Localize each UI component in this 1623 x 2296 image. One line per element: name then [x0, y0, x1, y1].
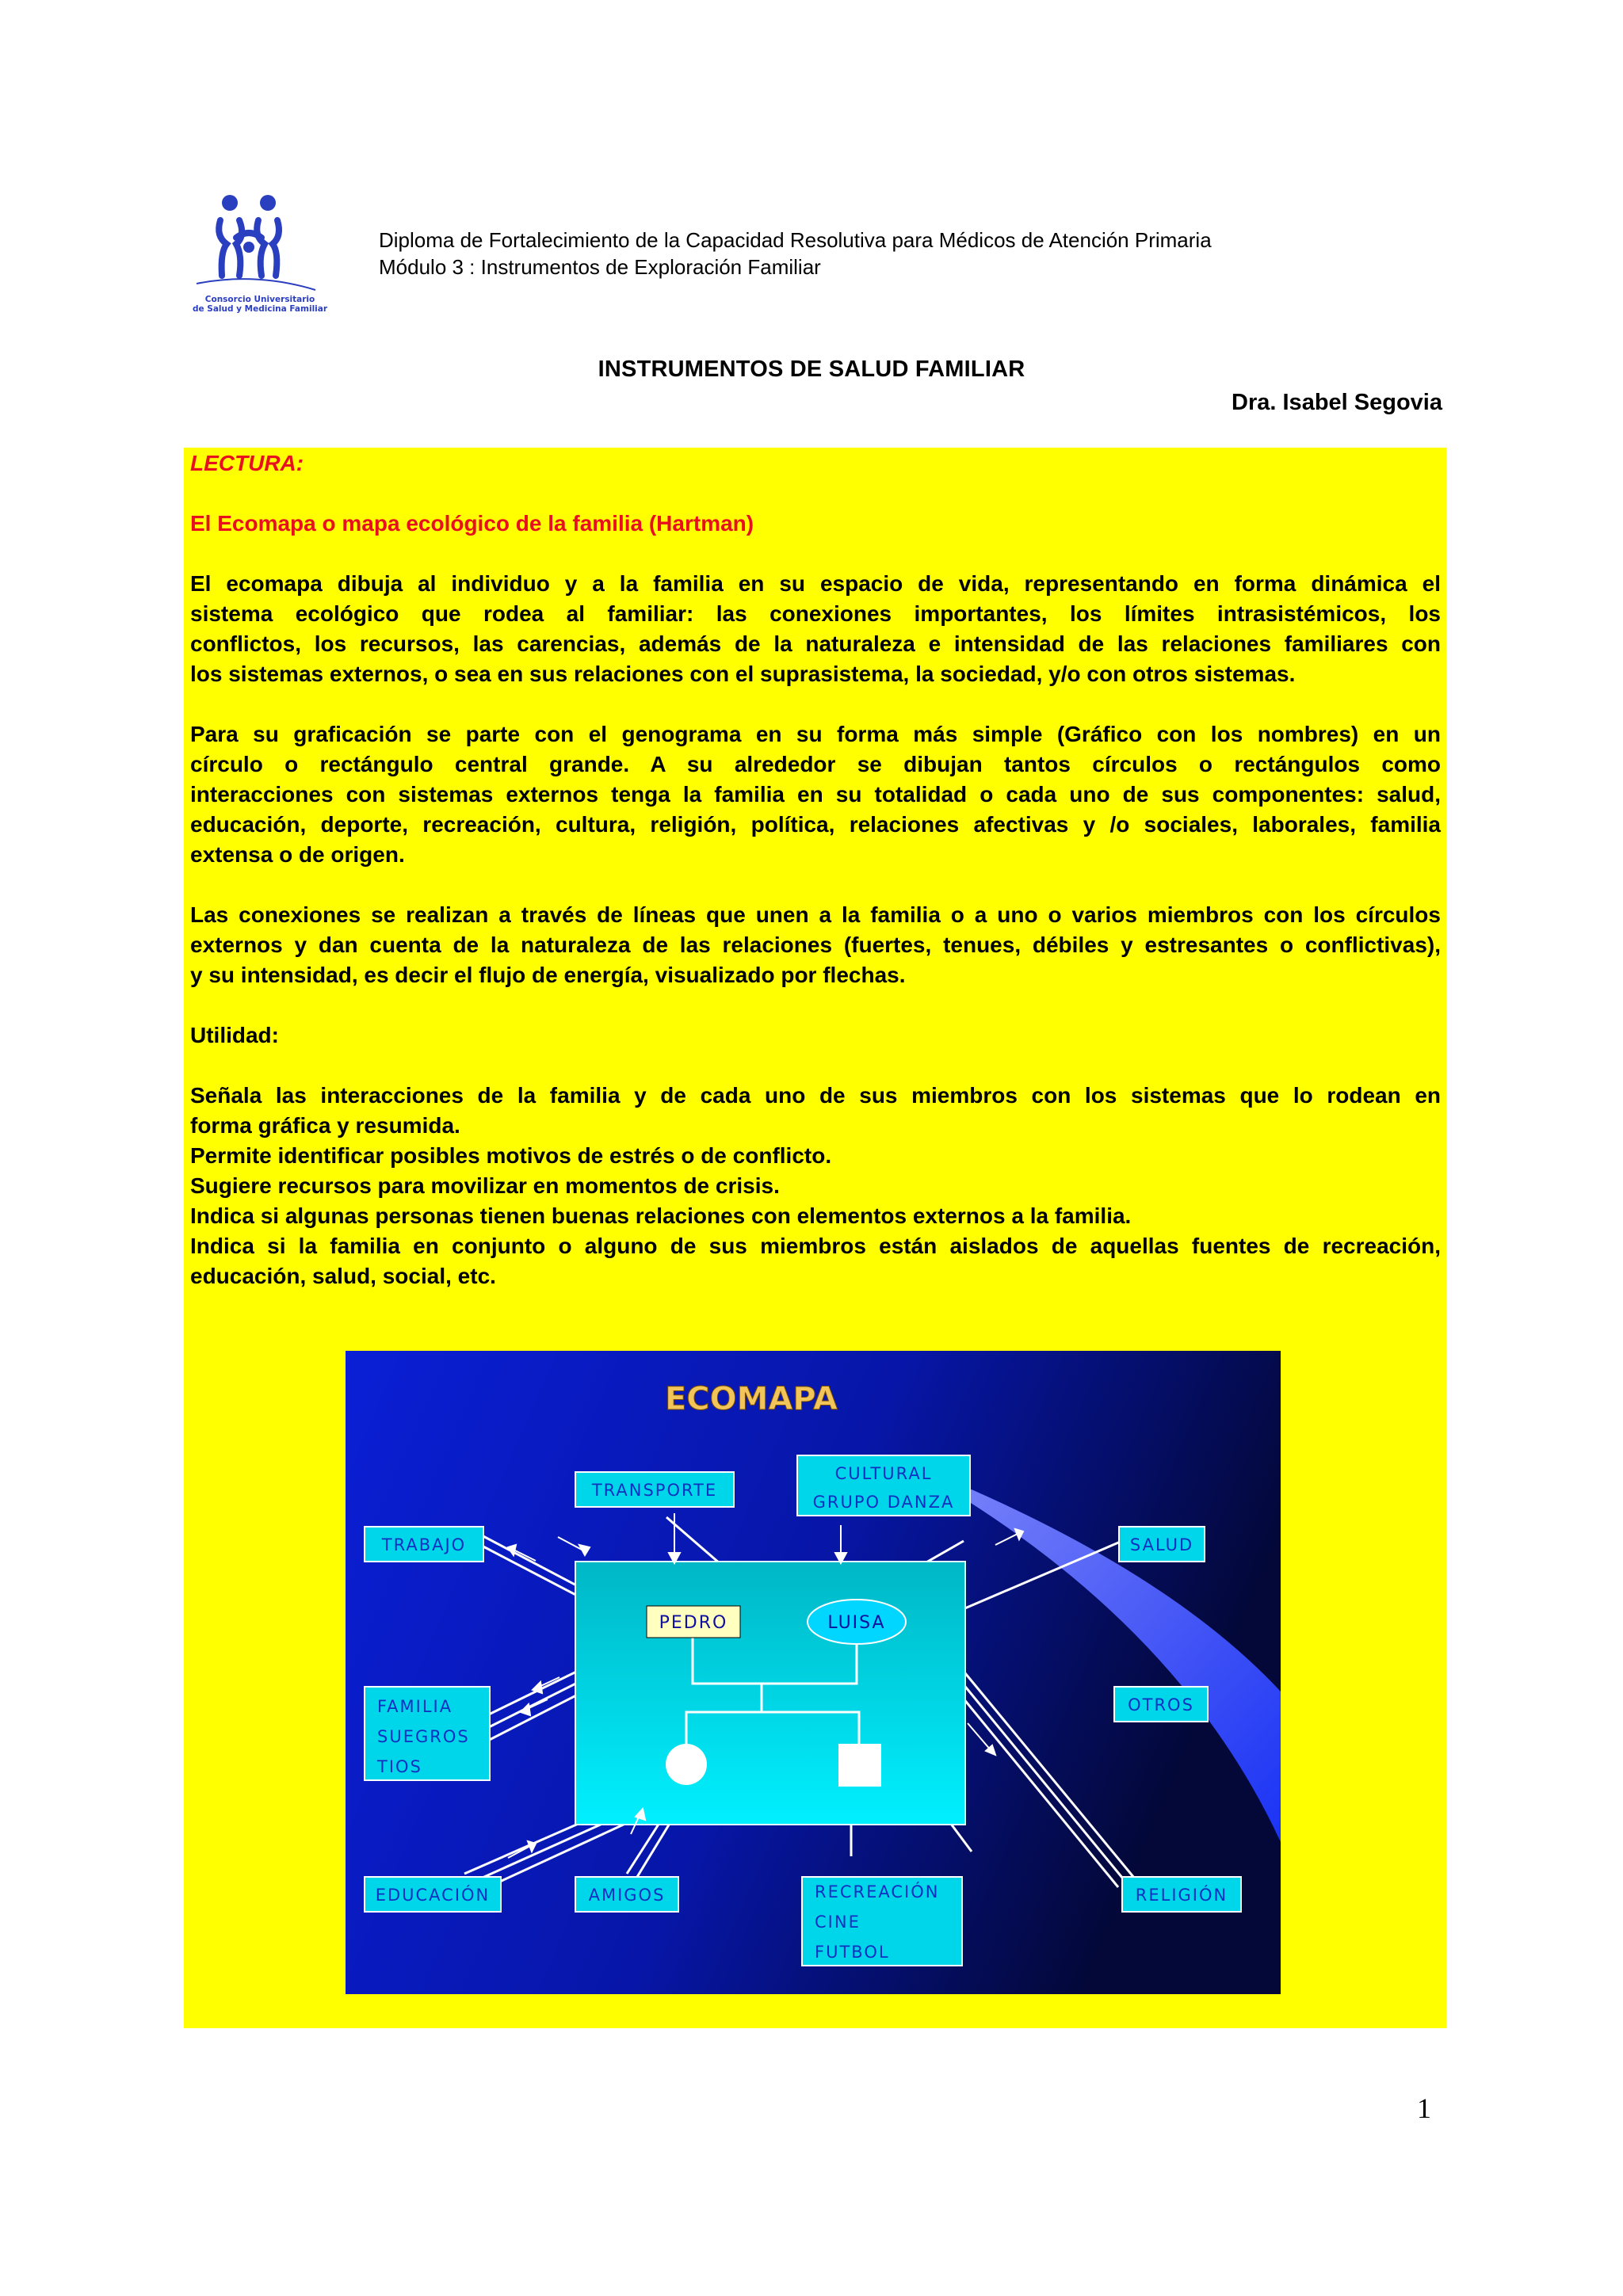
- system-cultural-box: [797, 1455, 970, 1516]
- system-transporte-box: [575, 1472, 734, 1507]
- educacion-label: EDUCACIÓN: [375, 1886, 491, 1905]
- recreacion-label-2: CINE: [815, 1913, 861, 1932]
- logo-caption-line1: Consorcio Universitario: [204, 295, 315, 304]
- system-otros-box: [1114, 1687, 1208, 1722]
- system-salud-box: [1119, 1527, 1205, 1562]
- paragraph-1-line: los sistemas externos, o sea en sus relaciones con el suprasistema, la sociedad, y/o con otros sistemas.: [190, 662, 1296, 686]
- paragraph-1-line: El ecomapa dibuja al individuo y a la familia en su espacio de vida, representando en forma dinámica el: [190, 571, 1441, 596]
- header-diploma: Diploma de Fortalecimiento de la Capacidad Resolutiva para Médicos de Atención Primaria: [379, 228, 1212, 252]
- recreacion-label-3: FUTBOL: [815, 1943, 890, 1962]
- document-title: INSTRUMENTOS DE SALUD FAMILIAR: [598, 357, 1025, 382]
- system-familia-box: [365, 1687, 490, 1780]
- paragraph-3-line: Las conexiones se realizan a través de líneas que unen a la familia o a uno o varios miembros con los círculos: [190, 902, 1441, 927]
- two-people-logo-icon: [219, 195, 279, 276]
- otros-label: OTROS: [1128, 1695, 1194, 1714]
- ecomap-title: ECOMAPA: [664, 1381, 838, 1417]
- salud-label: SALUD: [1129, 1535, 1194, 1554]
- utility-line: forma gráfica y resumida.: [190, 1113, 460, 1138]
- paragraph-1: [190, 569, 1441, 689]
- paragraph-2-line: extensa o de origen.: [190, 842, 405, 867]
- paragraph-3-line: externos y dan cuenta de la naturaleza de las relaciones (fuertes, tenues, débiles y estresantes o conflictivas),: [190, 933, 1441, 957]
- utility-line: Sugiere recursos para movilizar en momentos de crisis.: [190, 1173, 780, 1198]
- reading-label: LECTURA:: [190, 451, 304, 475]
- system-religion-box: [1122, 1877, 1241, 1912]
- paragraph-2: [190, 719, 1441, 870]
- paragraph-3-line: y su intensidad, es decir el flujo de energía, visualizado por flechas.: [190, 963, 906, 987]
- utility-line: Señala las interacciones de la familia y de cada uno de sus miembros con los sistemas que lo rodean en: [190, 1083, 1441, 1108]
- reading-heading: El Ecomapa o mapa ecológico de la familia (Hartman): [190, 511, 754, 536]
- system-educacion-box: [365, 1877, 501, 1912]
- document-author: Dra. Isabel Segovia: [1232, 390, 1442, 415]
- luisa-label: LUISA: [827, 1613, 886, 1633]
- cultural-label-1: CULTURAL: [834, 1464, 933, 1483]
- familia-label-1: FAMILIA: [377, 1697, 453, 1716]
- amigos-label: AMIGOS: [588, 1886, 666, 1905]
- logo-caption-line2: de Salud y Medicina Familiar: [192, 304, 328, 314]
- paragraph-2-line: interacciones con sistemas externos tenga la familia en su totalidad o cada uno de sus componentes: salud,: [190, 782, 1441, 807]
- paragraph-2-line: Para su graficación se parte con el genograma en su forma más simple (Gráfico con los nombres) en un: [190, 722, 1441, 746]
- paragraph-1-line: sistema ecológico que rodea al familiar: las conexiones importantes, los límites intrasistémicos, los: [190, 601, 1441, 626]
- pedro-label: PEDRO: [659, 1613, 728, 1633]
- system-recreacion-box: [802, 1877, 962, 1966]
- system-trabajo-box: [365, 1527, 483, 1562]
- religion-label: RELIGIÓN: [1135, 1886, 1228, 1905]
- paragraph-3: [190, 900, 1441, 990]
- familia-label-2: SUEGROS: [377, 1727, 470, 1746]
- utility-line: Indica si la familia en conjunto o alguno de sus miembros están aislados de aquellas fuentes de recreación,: [190, 1234, 1441, 1258]
- paragraph-1-line: conflictos, los recursos, las carencias, además de la naturaleza e intensidad de las relaciones familiares con: [190, 631, 1441, 656]
- paragraph-2-line: círculo o rectángulo central grande. A su alrededor se dibujan tantos círculos o rectángulos como: [190, 752, 1441, 776]
- family-central-box: [575, 1562, 965, 1825]
- header-module: Módulo 3 : Instrumentos de Exploración Familiar: [379, 255, 821, 279]
- page-number: 1: [1417, 2092, 1431, 2124]
- son-square: [838, 1744, 881, 1787]
- familia-label-3: TIOS: [377, 1757, 422, 1776]
- trabajo-label: TRABAJO: [381, 1535, 467, 1554]
- ecomap-diagram: [346, 1351, 1281, 1994]
- utility-line: Indica si algunas personas tienen buenas relaciones con elementos externos a la familia.: [190, 1203, 1132, 1228]
- utility-line: Permite identificar posibles motivos de estrés o de conflicto.: [190, 1143, 832, 1168]
- utility-list: [190, 1081, 1441, 1291]
- utility-line: educación, salud, social, etc.: [190, 1264, 496, 1288]
- daughter-circle: [666, 1744, 707, 1785]
- paragraph-2-line: educación, deporte, recreación, cultura, religión, política, relaciones afectivas y /o sociales, laborales, familia: [190, 812, 1441, 837]
- cultural-label-2: GRUPO DANZA: [812, 1493, 955, 1512]
- transporte-label: TRANSPORTE: [591, 1481, 718, 1500]
- logo-caption: [181, 295, 339, 314]
- system-amigos-box: [575, 1877, 678, 1912]
- utility-label: Utilidad:: [190, 1023, 279, 1047]
- recreacion-label-1: RECREACIÓN: [815, 1882, 940, 1901]
